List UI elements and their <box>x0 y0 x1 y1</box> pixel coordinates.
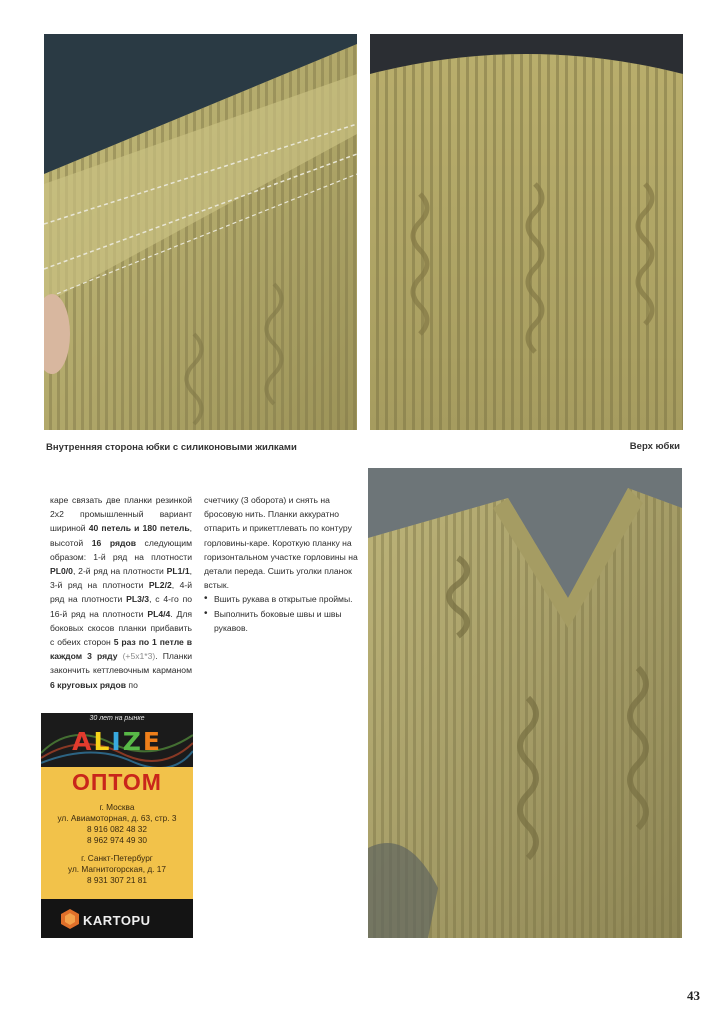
photo-sweater-neckline-image <box>368 468 682 938</box>
bold-segment: PL3/3 <box>126 594 150 605</box>
ad-moscow-city: г. Москва <box>99 802 135 812</box>
kartopu-logo-icon <box>61 909 79 929</box>
bold-segment: PL2/2 <box>148 580 172 591</box>
logo-letter: I <box>111 727 123 756</box>
bullet-item: • Выполнить боковые швы и швы рукавов. <box>204 607 358 635</box>
instructions-paragraph <box>50 493 192 692</box>
text-segment: , с 4-го по 16-й ряд на плотности <box>50 594 192 619</box>
photo-skirt-inside-image <box>44 34 357 430</box>
ad-spb-address: ул. Магнитогорская, д. 17 <box>67 864 167 874</box>
caption-skirt-inside: Внутренняя сторона юбки с силиконовыми жилками <box>46 442 297 453</box>
caption-skirt-top: Верх юбки <box>629 441 680 452</box>
bold-segment: PL0/0 <box>50 566 73 577</box>
bold-segment: PL4/4 <box>147 608 171 619</box>
logo-letter: E <box>142 727 162 756</box>
text-segment: . Планки закончить кеттлевочным карманом <box>50 651 193 676</box>
instructions-bullet-list <box>204 592 358 635</box>
text-segment: каре связать две планки резинкой 2х2 промышленный вариант шириной <box>50 495 192 534</box>
photo-sweater-neckline <box>368 468 682 938</box>
logo-letter: A <box>72 727 94 756</box>
alize-wholesale-ad <box>41 713 193 938</box>
bold-segment: PL1/1 <box>166 566 190 577</box>
instructions-paragraph-2: счетчику (3 оборота) и снять на бросовую нить. Планки аккуратно отпарить и прикеттлевать по контуру горловины-каре. Короткую планку на горизонтальном участке горловины на детали переда. Сшить уголки планок встык. <box>204 495 358 591</box>
ad-moscow-phone-2: 8 962 974 49 30 <box>87 835 147 845</box>
kartopu-brand: KARTOPU <box>83 913 151 928</box>
bullet-item: • Вшить рукава в открытые проймы. <box>204 592 358 606</box>
photo-skirt-inside <box>44 34 357 430</box>
photo-skirt-top-image <box>370 34 683 430</box>
page-number: 43 <box>687 988 700 1003</box>
text-segment: , 4-й ряд на плотности <box>50 580 193 605</box>
logo-letter: L <box>93 727 112 756</box>
text-segment: , высотой <box>50 523 192 548</box>
alize-logo <box>41 727 193 756</box>
ad-years-note: 30 лет на рынке <box>89 715 145 722</box>
ad-moscow-phone-1: 8 916 082 48 32 <box>87 824 147 834</box>
ad-spb-city: г. Санкт-Петербург <box>81 853 153 863</box>
text-column-2 <box>204 493 358 635</box>
text-segment: следующим образом: 1-й ряд на плотности <box>50 537 192 562</box>
bold-segment: 16 рядов <box>91 537 136 548</box>
bold-segment: 40 петель и 180 петель <box>88 523 190 534</box>
text-column-1 <box>50 493 192 692</box>
text-segment: . Для боковых скосов планки прибавить с обеих сторон <box>50 608 193 648</box>
text-segment: по <box>126 679 138 690</box>
logo-letter: Z <box>122 727 143 756</box>
bold-segment: 5 раз по 1 петле в каждом 3 ряду <box>50 637 192 662</box>
text-segment: , 3-й ряд на плотности <box>50 566 192 591</box>
formula-note: (+5х1*3) <box>122 651 156 662</box>
photo-skirt-top <box>370 34 683 430</box>
ad-title: ОПТОМ <box>72 769 162 795</box>
text-segment: , 2-й ряд на плотности <box>72 566 167 577</box>
ad-spb-phone: 8 931 307 21 81 <box>87 875 147 885</box>
ad-moscow-address: ул. Авиамоторная, д. 63, стр. 3 <box>57 813 177 823</box>
bold-segment: 6 круговых рядов <box>50 679 127 690</box>
